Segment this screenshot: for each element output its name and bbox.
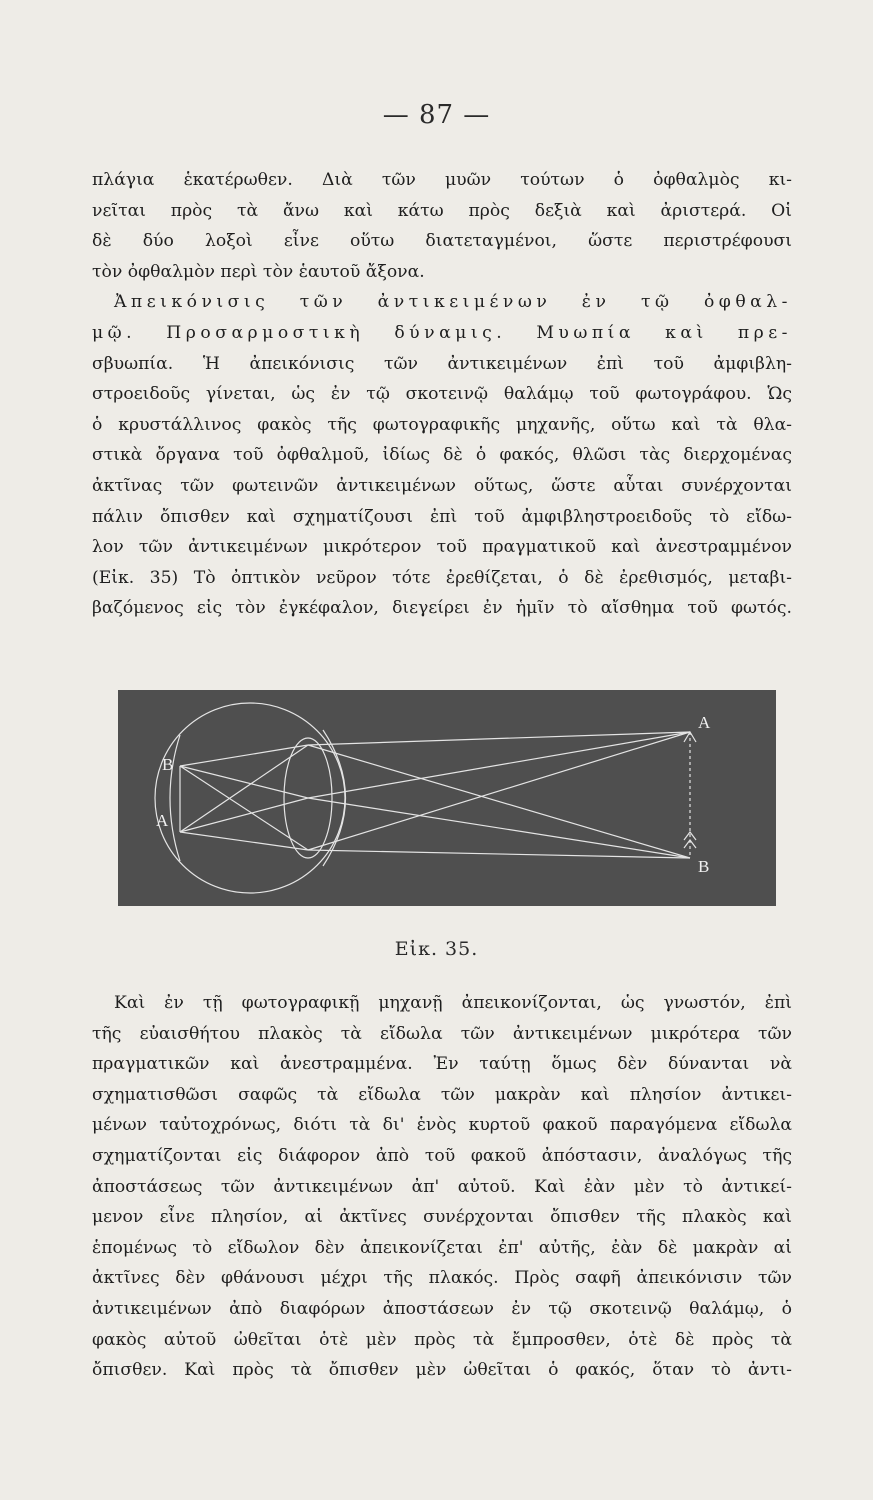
ray [308, 732, 690, 745]
eye-diagram [118, 690, 776, 906]
text-line: ἀκτῖνες δὲν φθάνουσι μέχρι τῆς πλακός. Πρὸς σαφῆ ἀπεικόνισιν τῶν [92, 1268, 792, 1289]
paragraph-bottom [92, 988, 792, 1386]
text-line: ἀκτῖνας τῶν φωτεινῶν ἀντικειμένων οὕτως, ὥστε αὗται συνέρχονται [92, 475, 792, 496]
text-line: βαζόμενος εἰς τὸν ἐγκέφαλον, διεγείρει ἐν ἡμῖν τὸ αἴσθημα τοῦ φωτός. [92, 598, 792, 619]
label-a-object: A [698, 713, 711, 732]
ray [180, 798, 308, 832]
retina-curve [170, 735, 180, 861]
figure-caption: Εἰκ. 35. [394, 938, 479, 960]
ray [180, 745, 308, 832]
text-line: ἀποστάσεως τῶν ἀντικειμένων ἀπ' αὐτοῦ. Καὶ ἐὰν μὲν τὸ ἀντικεί- [92, 1176, 792, 1197]
section-heading-line: μῷ. Προσαρμοστικὴ δύναμις. Μυωπία καὶ πρε- [92, 322, 792, 343]
ray [308, 732, 690, 798]
text-line: τῆς εὐαισθήτου πλακὸς τὰ εἴδωλα τῶν ἀντικειμένων μικρότερα τῶν [92, 1023, 792, 1044]
label-b-object: B [698, 857, 710, 876]
text-line: ἑπομένως τὸ εἴδωλον δὲν ἀπεικονίζεται ἐπ' αὐτῆς, ἐὰν δὲ μακρὰν αἱ [92, 1237, 792, 1258]
page-number: — 87 — [382, 100, 491, 130]
text-line: ὄπισθεν. Καὶ πρὸς τὰ ὄπισθεν μὲν ὠθεῖται ὁ φακός, ὅταν τὸ ἀντι- [92, 1360, 792, 1381]
text-line: Καὶ ἐν τῇ φωτογραφικῇ μηχανῇ ἀπεικονίζονται, ὡς γνωστόν, ἐπὶ [114, 993, 792, 1013]
label-a-image: A [156, 811, 169, 830]
ray [308, 732, 690, 850]
ray [308, 745, 690, 858]
text-line: (Εἰκ. 35) Τὸ ὀπτικὸν νεῦρον τότε ἐρεθίζεται, ὁ δὲ ἐρεθισμός, μεταβι- [92, 567, 792, 588]
section-heading-line: Ἀπεικόνισις τῶν ἀντικειμένων ἐν τῷ ὀφθαλ- [114, 292, 792, 313]
paragraph-top [92, 165, 792, 624]
text-line: πάλιν ὄπισθεν καὶ σχηματίζουσι ἐπὶ τοῦ ἀμφιβληστροειδοῦς τὸ εἴδω- [92, 506, 792, 527]
eyeball-outline [155, 703, 345, 893]
text-line: ἀντικειμένων ἀπὸ διαφόρων ἀποστάσεων ἐν τῷ σκοτεινῷ θαλάμῳ, ὁ [92, 1298, 792, 1319]
text-line: σχηματίζονται εἰς διάφορον ἀπὸ τοῦ φακοῦ ἀπόστασιν, ἀναλόγως τῆς [92, 1145, 792, 1166]
text-line: σβυωπία. Ἡ ἀπεικόνισις τῶν ἀντικειμένων ἐπὶ τοῦ ἀμφιβλη- [92, 353, 792, 374]
text-line: στικὰ ὄργανα τοῦ ὀφθαλμοῦ, ἰδίως δὲ ὁ φακός, θλῶσι τὰς διερχομένας [92, 445, 792, 466]
text-line: φακὸς αὐτοῦ ὠθεῖται ὁτὲ μὲν πρὸς τὰ ἔμπροσθεν, ὁτὲ δὲ πρὸς τὰ [92, 1329, 792, 1350]
text-line: μένων ταὐτοχρόνως, διότι τὰ δι' ἑνὸς κυρτοῦ φακοῦ παραγόμενα εἴδωλα [92, 1115, 792, 1136]
ray [180, 766, 308, 850]
text-line: λον τῶν ἀντικειμένων μικρότερον τοῦ πραγματικοῦ καὶ ἀνεστραμμένον [92, 537, 792, 558]
text-line: πλάγια ἑκατέρωθεν. Διὰ τῶν μυῶν τούτων ὁ ὀφθαλμὸς κι- [92, 170, 792, 190]
text-line: ὁ κρυστάλλινος φακὸς τῆς φωτογραφικῆς μηχανῆς, οὕτω καὶ τὰ θλα- [92, 414, 792, 435]
ray [180, 766, 308, 798]
label-b-image: B [162, 755, 174, 774]
ray [308, 850, 690, 858]
text-line: στροειδοῦς γίνεται, ὡς ἐν τῷ σκοτεινῷ θαλάμῳ τοῦ φωτογράφου. Ὡς [92, 384, 792, 405]
text-line: σχηματισθῶσι σαφῶς τὰ εἴδωλα τῶν μακρὰν καὶ πλησίον ἀντικει- [92, 1084, 792, 1105]
eye-diagram-figure [118, 690, 776, 906]
ray [308, 798, 690, 858]
text-line: πραγματικῶν καὶ ἀνεστραμμένα. Ἐν ταύτῃ ὅμως δὲν δύνανται νὰ [92, 1054, 792, 1075]
text-line: νεῖται πρὸς τὰ ἄνω καὶ κάτω πρὸς δεξιὰ καὶ ἀριστερά. Οἱ [92, 200, 792, 221]
text-line: τὸν ὀφθαλμὸν περὶ τὸν ἑαυτοῦ ἄξονα. [92, 261, 425, 282]
text-line: μενον εἶνε πλησίον, αἱ ἀκτῖνες συνέρχονται ὄπισθεν τῆς πλακὸς καὶ [92, 1207, 792, 1228]
text-line: δὲ δύο λοξοὶ εἶνε οὕτω διατεταγμένοι, ὥστε περιστρέφουσι [92, 231, 792, 252]
